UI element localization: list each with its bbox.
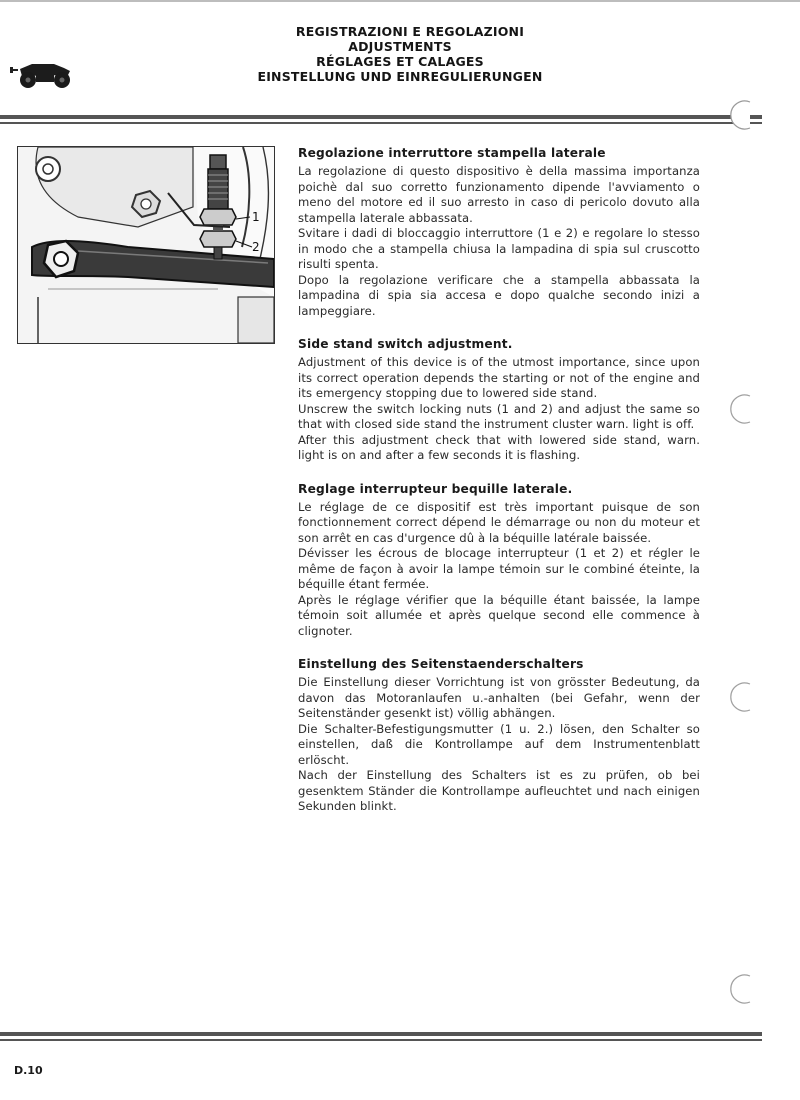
header-divider	[0, 115, 762, 127]
header-title-german: EINSTELLUNG UND EINREGULIERUNGEN	[257, 69, 543, 84]
header-title-french: RÉGLAGES ET CALAGES	[316, 54, 484, 69]
binder-hole-icon	[728, 392, 758, 426]
section-german	[298, 656, 700, 815]
section-heading: Reglage interrupteur bequille laterale.	[298, 481, 573, 496]
section-french	[298, 481, 700, 640]
page-number: D.10	[14, 1064, 43, 1077]
section-heading: Einstellung des Seitenstaenderschalters	[298, 657, 584, 671]
paragraph: Après le réglage vérifier que la béquille étant baissée, la lampe témoin soit allumée et après quelque second elle commence à clignoter.	[298, 592, 700, 638]
paragraph: Die Schalter-Befestigungsmutter (1 u. 2.) lösen, den Schalter so einstellen, daß die Kontrollampe auf dem Instrumentenblatt erlöscht.	[298, 721, 700, 767]
paragraph: Svitare i dadi di bloccaggio interruttore (1 e 2) e regolare lo stesso in modo che a stampella chiusa la lampadina di spia sul cruscotto risulti spenta.	[298, 226, 700, 271]
paragraph: After this adjustment check that with lowered side stand, warn. light is on and after a few seconds it is flashing.	[298, 432, 700, 462]
section-italian	[298, 145, 700, 319]
paragraph: Unscrew the switch locking nuts (1 and 2) and adjust the same so that with closed side stand the instrument cluster warn. light is off.	[298, 401, 700, 431]
paragraph: Le réglage de ce dispositif est très important puisque de son fonctionnement correct dépend le démarrage ou non du moteur et son arrêt en cas d'urgence dû à la béquille latérale baissée.	[298, 499, 700, 545]
binder-hole-icon	[728, 972, 758, 1006]
header-title-italian: REGISTRAZIONI E REGOLAZIONI	[295, 24, 525, 39]
header-title-english: ADJUSTMENTS	[348, 39, 452, 54]
main-content	[298, 145, 700, 832]
section-heading: Side stand switch adjustment.	[298, 337, 513, 351]
footer-divider	[0, 1032, 762, 1044]
binder-hole-icon	[728, 98, 758, 132]
binder-hole-icon	[728, 680, 758, 714]
page-header	[0, 24, 800, 84]
paragraph: Dévisser les écrous de blocage interrupteur (1 et 2) et régler le même de façon à avoir la lampe témoin sur le combiné éteinte, la béquille étant fermée.	[298, 546, 700, 591]
section-english	[298, 336, 700, 464]
switch-diagram	[18, 147, 274, 343]
callout-1: 1	[252, 210, 260, 224]
callout-2: 2	[252, 240, 260, 254]
paragraph: La regolazione di questo dispositivo è della massima importanza poichè dal suo corretto funzionamento dipende l'avviamento o meno del motore ed il suo arresto in caso di pericolo dovuto alla stampella laterale abbassata.	[298, 164, 700, 225]
paragraph: Die Einstellung dieser Vorrichtung ist von grösster Bedeutung, da davon das Motoranlaufen u.-anhalten (bei Gefahr, wenn der Seitenständer gesenkt ist) völlig abhängen.	[298, 675, 700, 720]
top-edge-rule	[0, 0, 800, 2]
paragraph: Adjustment of this device is of the utmost importance, since upon its correct operation depends the starting or not of the engine and its emergency stopping due to lowered side stand.	[298, 355, 700, 400]
section-heading: Regolazione interruttore stampella laterale	[298, 146, 606, 160]
side-stand-switch-illustration	[17, 146, 275, 344]
paragraph: Dopo la regolazione verificare che a stampella abbassata la lampadina di spia sia accesa e dopo qualche secondo inizi a lampeggiare.	[298, 272, 700, 318]
paragraph: Nach der Einstellung des Schalters ist es zu prüfen, ob bei gesenktem Ständer die Kontrollampe aufleuchtet und nach einigen Sekunden blinkt.	[298, 768, 700, 813]
